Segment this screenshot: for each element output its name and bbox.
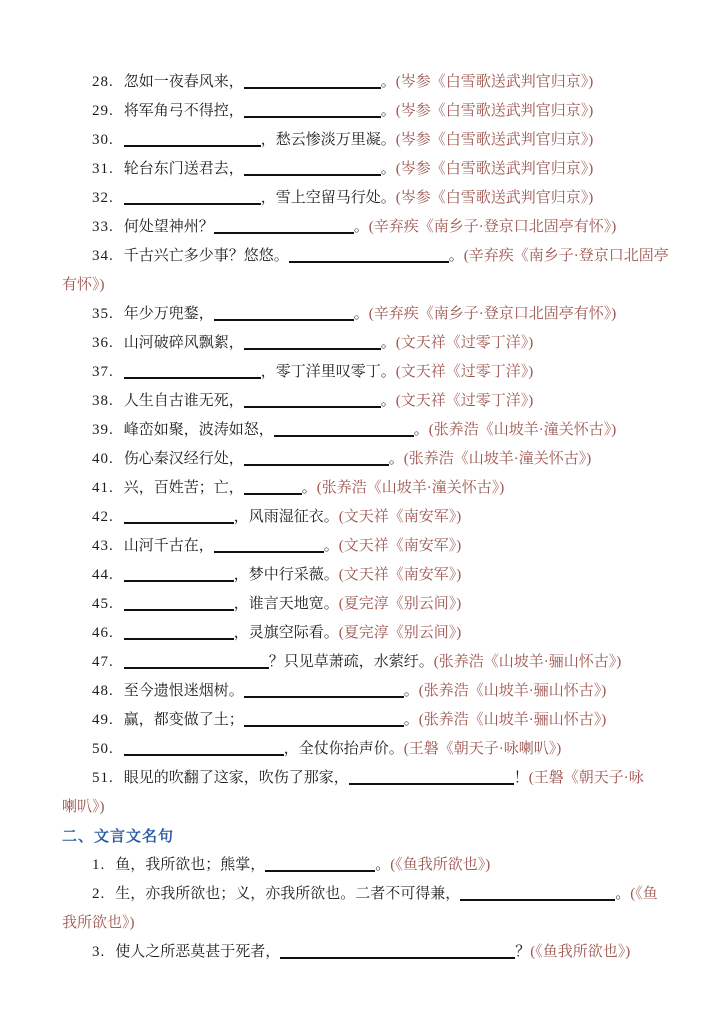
item-number: 31. <box>92 161 114 177</box>
question-text: 生，亦我所欲也；义，亦我所欲也。二者不可得兼， <box>115 886 461 902</box>
answer-blank <box>124 667 269 669</box>
item-number: 35. <box>92 306 114 322</box>
source-citation: (王磐《朝天子·咏 <box>528 770 644 786</box>
item-number: 38. <box>92 393 114 409</box>
question-line <box>62 445 694 474</box>
item-number: 43. <box>92 538 114 554</box>
answer-blank <box>280 957 515 959</box>
item-number: 34. <box>92 248 114 264</box>
question-text: 伤心秦汉经行处， <box>123 451 244 467</box>
source-citation: (张养浩《山坡羊·骊山怀古》) <box>433 654 622 670</box>
answer-blank <box>124 580 234 582</box>
source-citation: (岑参《白雪歌送武判官归京》) <box>395 74 594 90</box>
source-citation: (岑参《白雪歌送武判官归京》) <box>395 161 594 177</box>
question-line <box>62 706 694 735</box>
question-line <box>62 503 694 532</box>
question-line <box>62 387 694 416</box>
source-citation: (《鱼我所欲也》) <box>530 944 631 960</box>
item-number: 36. <box>92 335 114 351</box>
question-line <box>62 532 694 561</box>
answer-blank <box>244 406 381 408</box>
question-line <box>62 329 694 358</box>
source-citation: (张养浩《山坡羊·潼关怀古》) <box>316 480 505 496</box>
question-text: ，梦中行采薇。 <box>233 567 339 583</box>
question-text: ！ <box>513 770 529 786</box>
question-text: ？ <box>515 944 531 960</box>
question-line <box>62 155 694 184</box>
item-number: 1. <box>92 857 106 873</box>
item-number: 46. <box>92 625 114 641</box>
question-text: 。 <box>353 219 369 235</box>
answer-blank <box>244 174 381 176</box>
item-number: 51. <box>92 770 114 786</box>
question-text: ，全仗你抬声价。 <box>283 741 404 757</box>
answer-blank <box>124 638 234 640</box>
question-line <box>62 213 694 242</box>
item-number: 30. <box>92 132 114 148</box>
question-line <box>62 648 694 677</box>
source-citation: (文天祥《过零丁洋》) <box>395 335 534 351</box>
answer-blank <box>244 87 381 89</box>
source-citation: (夏完淳《别云间》) <box>338 625 462 641</box>
question-text: ，零丁洋里叹零丁。 <box>260 364 396 380</box>
question-text: 峰峦如聚，波涛如怒， <box>123 422 274 438</box>
question-text: 。 <box>375 857 391 873</box>
question-text: 鱼，我所欲也；熊掌， <box>115 857 266 873</box>
item-number: 47. <box>92 654 114 670</box>
question-text: 。 <box>380 74 396 90</box>
item-number: 41. <box>92 480 114 496</box>
answer-blank <box>124 522 234 524</box>
source-citation: 我所欲也》) <box>62 915 135 931</box>
answer-blank <box>214 319 354 321</box>
item-number: 37. <box>92 364 114 380</box>
item-number: 44. <box>92 567 114 583</box>
question-line <box>62 851 694 880</box>
source-citation: (文天祥《南安军》) <box>338 538 462 554</box>
question-text: 。 <box>323 538 339 554</box>
source-citation: (文天祥《南安军》) <box>338 567 462 583</box>
item-number: 45. <box>92 596 114 612</box>
question-text: 。 <box>380 161 396 177</box>
answer-blank <box>124 754 284 756</box>
item-number: 50. <box>92 741 114 757</box>
item-number: 33. <box>92 219 114 235</box>
source-citation: (张养浩《山坡羊·潼关怀古》) <box>428 422 617 438</box>
question-line <box>62 619 694 648</box>
source-citation: (《鱼 <box>630 886 658 902</box>
source-citation: (张养浩《山坡羊·潼关怀古》) <box>403 451 592 467</box>
question-line <box>62 97 694 126</box>
answer-blank <box>124 377 261 379</box>
question-text: 。 <box>388 451 404 467</box>
source-citation: (岑参《白雪歌送武判官归京》) <box>395 132 594 148</box>
answer-blank <box>244 116 381 118</box>
question-line <box>62 184 694 213</box>
question-line <box>62 880 694 909</box>
question-line <box>62 909 694 938</box>
question-line <box>62 126 694 155</box>
question-text: 。 <box>403 683 419 699</box>
question-text: 年少万兜鍪， <box>123 306 214 322</box>
question-text: 赢，都变做了土； <box>123 712 244 728</box>
answer-blank <box>349 783 514 785</box>
question-text: 山河千古在， <box>123 538 214 554</box>
answer-blank <box>244 696 404 698</box>
section-heading-row <box>62 822 694 851</box>
question-text: 何处望神州？ <box>123 219 214 235</box>
question-line <box>62 561 694 590</box>
item-number: 28. <box>92 74 114 90</box>
question-text: 至今遗恨迷烟树。 <box>123 683 244 699</box>
source-citation: (辛弃疾《南乡子·登京口北固亭有怀》) <box>368 306 617 322</box>
source-citation: (夏完淳《别云间》) <box>338 596 462 612</box>
section-heading: 二、文言文名句 <box>62 828 175 845</box>
question-text: ，灵旗空际看。 <box>233 625 339 641</box>
answer-blank <box>274 435 414 437</box>
question-line <box>62 300 694 329</box>
question-text: 人生自古谁无死， <box>123 393 244 409</box>
question-text: 忽如一夜春风来， <box>123 74 244 90</box>
question-text: ，风雨湿征衣。 <box>233 509 339 525</box>
question-line <box>62 590 694 619</box>
item-number: 42. <box>92 509 114 525</box>
source-citation: (张养浩《山坡羊·骊山怀古》) <box>418 712 607 728</box>
question-text: 轮台东门送君去， <box>123 161 244 177</box>
item-number: 48. <box>92 683 114 699</box>
source-citation: (岑参《白雪歌送武判官归京》) <box>395 190 594 206</box>
question-text: 。 <box>380 393 396 409</box>
question-text: ，雪上空留马行处。 <box>260 190 396 206</box>
question-text: 将军角弓不得控， <box>123 103 244 119</box>
question-text: 使人之所恶莫甚于死者， <box>115 944 281 960</box>
question-line <box>62 735 694 764</box>
item-number: 49. <box>92 712 114 728</box>
answer-blank <box>244 464 389 466</box>
question-text: 。 <box>353 306 369 322</box>
question-text: 。 <box>380 335 396 351</box>
answer-blank <box>265 870 375 872</box>
answer-blank <box>124 145 261 147</box>
question-text: 。 <box>380 103 396 119</box>
source-citation: (辛弃疾《南乡子·登京口北固亭有怀》) <box>368 219 617 235</box>
source-citation: (《鱼我所欲也》) <box>390 857 491 873</box>
answer-blank <box>244 725 404 727</box>
question-line <box>62 474 694 503</box>
answer-blank <box>124 203 261 205</box>
question-text: 。 <box>403 712 419 728</box>
source-citation: (文天祥《南安军》) <box>338 509 462 525</box>
source-citation: (文天祥《过零丁洋》) <box>395 364 534 380</box>
question-line <box>62 271 694 300</box>
question-line <box>62 242 694 271</box>
item-number: 3. <box>92 944 106 960</box>
question-line <box>62 358 694 387</box>
question-line <box>62 68 694 97</box>
question-text: 。 <box>448 248 464 264</box>
item-number: 39. <box>92 422 114 438</box>
question-line <box>62 416 694 445</box>
question-line <box>62 764 694 793</box>
question-text: 兴，百姓苦；亡， <box>123 480 244 496</box>
item-number: 29. <box>92 103 114 119</box>
question-line <box>62 938 694 967</box>
answer-blank <box>460 899 615 901</box>
source-citation: 有怀》) <box>62 277 105 293</box>
item-number: 32. <box>92 190 114 206</box>
source-citation: (辛弃疾《南乡子·登京口北固亭 <box>463 248 669 264</box>
answer-blank <box>244 348 381 350</box>
answer-blank <box>214 232 354 234</box>
answer-blank <box>124 609 234 611</box>
source-citation: 喇叭》) <box>62 799 105 815</box>
question-text: 。 <box>615 886 631 902</box>
answer-blank <box>244 493 302 495</box>
answer-blank <box>289 261 449 263</box>
source-citation: (张养浩《山坡羊·骊山怀古》) <box>418 683 607 699</box>
question-line <box>62 677 694 706</box>
question-text: ，谁言天地宽。 <box>233 596 339 612</box>
question-text: 眼见的吹翻了这家，吹伤了那家， <box>123 770 349 786</box>
answer-blank <box>214 551 324 553</box>
question-text: 。 <box>413 422 429 438</box>
source-citation: (王磐《朝天子·咏喇叭》) <box>403 741 562 757</box>
source-citation: (文天祥《过零丁洋》) <box>395 393 534 409</box>
question-text: 。 <box>301 480 317 496</box>
question-text: 山河破碎风飘絮， <box>123 335 244 351</box>
source-citation: (岑参《白雪歌送武判官归京》) <box>395 103 594 119</box>
question-text: ，愁云惨淡万里凝。 <box>260 132 396 148</box>
question-text: ？只见草萧疏，水萦纡。 <box>268 654 434 670</box>
question-line <box>62 793 694 822</box>
question-text: 千古兴亡多少事？悠悠。 <box>123 248 289 264</box>
item-number: 2. <box>92 886 106 902</box>
item-number: 40. <box>92 451 114 467</box>
